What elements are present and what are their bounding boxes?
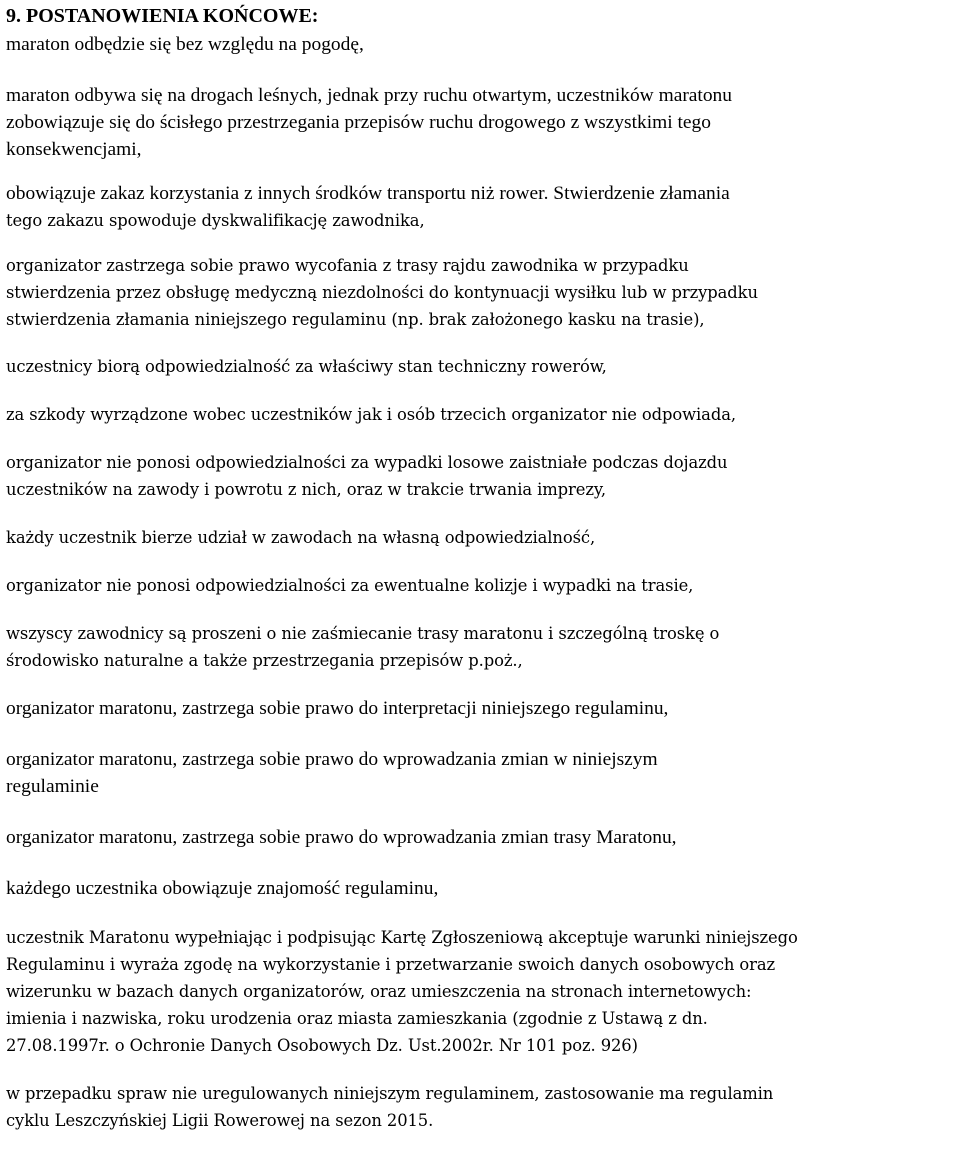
paragraph-collisions: [6, 572, 958, 599]
paragraph-interpretation: [6, 695, 958, 722]
paragraph-line: za szkody wyrządzone wobec uczestników jak i osób trzecich organizator nie odpowiada,: [6, 405, 736, 424]
paragraph-line: organizator zastrzega sobie prawo wycofania z trasy rajdu zawodnika w przypadku: [6, 256, 689, 275]
paragraph-line: wszyscy zawodnicy są proszeni o nie zaśmiecanie trasy maratonu i szczególną troskę o: [6, 624, 720, 643]
paragraph-own-responsibility: [6, 524, 958, 551]
paragraph-line: obowiązuje zakaz korzystania z innych środków transportu niż rower. Stwierdzenie złamania: [6, 183, 730, 204]
paragraph-line: każdego uczestnika obowiązuje znajomość regulaminu,: [6, 878, 439, 899]
paragraph-line: każdy uczestnik bierze udział w zawodach na własną odpowiedzialność,: [6, 528, 596, 547]
paragraph-route-changes: [6, 824, 958, 851]
paragraph-line: stwierdzenia przez obsługę medyczną niezdolności do kontynuacji wysiłku lub w przypadku: [6, 283, 758, 302]
paragraph-line: uczestnicy biorą odpowiedzialność za właściwy stan techniczny rowerów,: [6, 357, 607, 376]
paragraph-line: uczestników na zawody i powrotu z nich, oraz w trakcie trwania imprezy,: [6, 480, 606, 499]
paragraph-line: zobowiązuje się do ścisłego przestrzegania przepisów ruchu drogowego z wszystkimi tego: [6, 112, 711, 133]
paragraph-line: maraton odbywa się na drogach leśnych, jednak przy ruchu otwartym, uczestników maratonu: [6, 85, 732, 106]
paragraph-line: imienia i nazwiska, roku urodzenia oraz miasta zamieszkania (zgodnie z Ustawą z dn.: [6, 1009, 708, 1028]
paragraph-line: stwierdzenia złamania niniejszego regulaminu (np. brak założonego kasku na trasie),: [6, 310, 705, 329]
paragraph-line: wizerunku w bazach danych organizatorów, oraz umieszczenia na stronach internetowych:: [6, 982, 752, 1001]
section-heading: 9. POSTANOWIENIA KOŃCOWE:: [6, 5, 319, 27]
paragraph-line: uczestnik Maratonu wypełniając i podpisując Kartę Zgłoszeniową akceptuje warunki niniejszego: [6, 928, 798, 947]
paragraph-rule-changes: [6, 746, 958, 800]
paragraph-knowledge: [6, 875, 958, 902]
paragraph-line: tego zakazu spowoduje dyskwalifikację zawodnika,: [6, 211, 425, 230]
paragraph-withdrawal: [6, 252, 958, 333]
paragraph-line: organizator nie ponosi odpowiedzialności za wypadki losowe zaistniałe podczas dojazdu: [6, 453, 728, 472]
paragraph-line: organizator maratonu, zastrzega sobie prawo do wprowadzania zmian w niniejszym: [6, 749, 658, 770]
paragraph-line: organizator nie ponosi odpowiedzialności za ewentualne kolizje i wypadki na trasie,: [6, 576, 694, 595]
paragraph-damages: [6, 401, 958, 428]
paragraph-accidents: [6, 449, 958, 503]
paragraph-line: w przepadku spraw nie uregulowanych niniejszym regulaminem, zastosowanie ma regulamin: [6, 1084, 774, 1103]
paragraph-line: regulaminie: [6, 776, 99, 797]
paragraph-weather: [6, 31, 958, 58]
paragraph-other-matters: [6, 1080, 958, 1134]
paragraph-line: cyklu Leszczyńskiej Ligii Rowerowej na sezon 2015.: [6, 1111, 434, 1130]
document-page: [6, 0, 958, 1134]
paragraph-transport-ban: [6, 180, 958, 234]
paragraph-line: organizator maratonu, zastrzega sobie prawo do wprowadzania zmian trasy Maratonu,: [6, 827, 677, 848]
paragraph-line: 27.08.1997r. o Ochronie Danych Osobowych Dz. Ust.2002r. Nr 101 poz. 926): [6, 1036, 638, 1055]
paragraph-environment: [6, 620, 958, 674]
paragraph-bike-condition: [6, 353, 958, 380]
paragraph-data-consent: [6, 924, 958, 1059]
paragraph-line: organizator maratonu, zastrzega sobie prawo do interpretacji niniejszego regulaminu,: [6, 698, 669, 719]
paragraph-line: konsekwencjami,: [6, 139, 142, 160]
paragraph-line: Regulaminu i wyraża zgodę na wykorzystanie i przetwarzanie swoich danych osobowych oraz: [6, 955, 776, 974]
paragraph-traffic-rules: [6, 82, 958, 163]
paragraph-line: maraton odbędzie się bez względu na pogodę,: [6, 34, 364, 55]
paragraph-line: środowisko naturalne a także przestrzegania przepisów p.poż.,: [6, 651, 523, 670]
